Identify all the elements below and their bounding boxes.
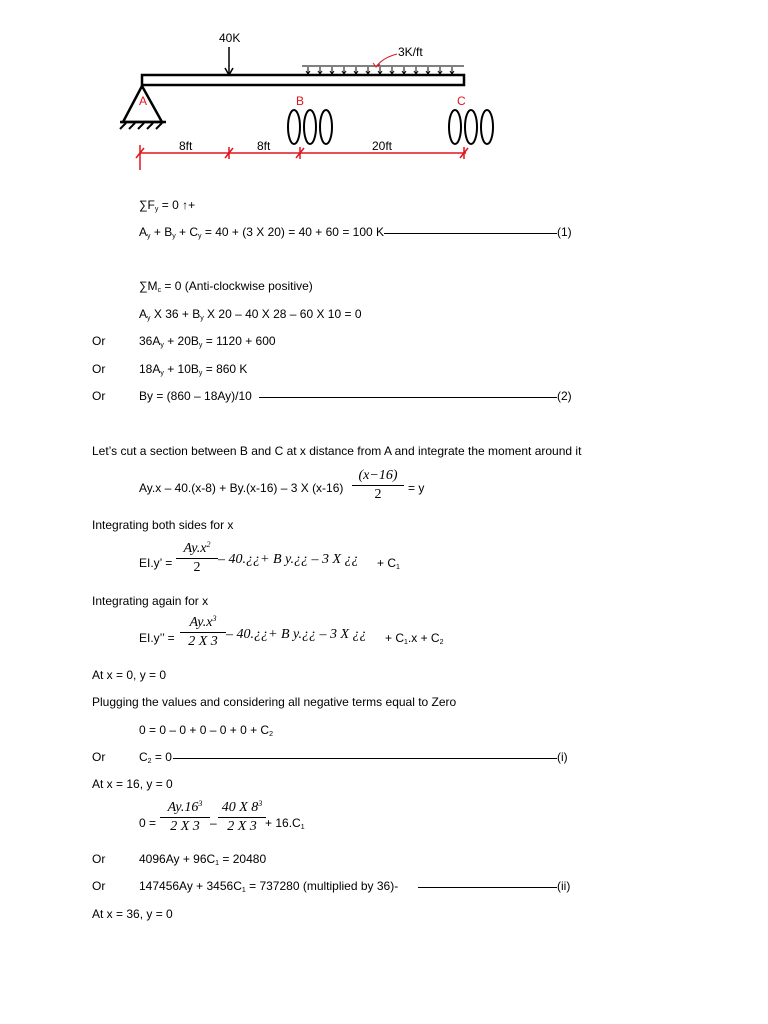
fraction-equation-tail: + $16.C_1$ xyxy=(265,816,305,831)
or-label: Or xyxy=(92,389,106,403)
leader-line-i xyxy=(173,758,557,759)
integration-2-lhs: EI.y’’ = xyxy=(139,631,175,645)
or-label: Or xyxy=(92,334,106,348)
or-label: Or xyxy=(92,750,106,764)
integration-1-terms: – 40.¿¿+ B y.¿¿ – 3 X ¿¿ xyxy=(218,552,359,567)
equation-6: $4096Ay + 96C_1 = 20480$ xyxy=(139,852,267,867)
integration-1-fraction: $Ay.x^2$ 2 xyxy=(176,540,218,576)
support-b-label: B xyxy=(296,94,305,108)
distributed-load xyxy=(302,66,464,74)
or-label: Or xyxy=(92,879,106,893)
boundary-condition-2: At x = 16, y = 0 xyxy=(92,777,173,791)
support-a-label: A xyxy=(139,94,148,108)
spring-support-b xyxy=(288,110,332,144)
c2-equation: $C_2 = 0$ xyxy=(139,750,172,765)
equation-1: $A_y + B_y + C_y = 40 + (3$ X 20) = 40 + 60 = 100 K xyxy=(139,225,385,240)
zero-equation: $0 = 0 - 0 + 0 - 0 + 0 + C_2$ xyxy=(139,723,274,738)
integration-2-heading: Integrating again for x xyxy=(92,594,209,608)
fraction-equation-lhs: 0 = xyxy=(139,816,157,830)
dimension-label-2: 8ft xyxy=(257,139,271,153)
point-load-label: 40K xyxy=(219,31,241,45)
support-c-label: C xyxy=(457,94,466,108)
equation-moment: $A_y$ X $36 + B_y$ X 20 – 40 X 28 – 60 X 10 = 0 xyxy=(139,307,362,322)
leader-line-1 xyxy=(384,233,557,234)
beam xyxy=(142,75,464,85)
equation-tag-i: (i) xyxy=(557,750,568,764)
equation-tag-ii: (ii) xyxy=(557,879,571,893)
plug-paragraph: Plugging the values and considering all negative terms equal to Zero xyxy=(92,695,457,709)
equation-tag-2: (2) xyxy=(557,389,572,403)
leader-line-ii xyxy=(418,887,557,888)
distributed-load-label: 3K/ft xyxy=(398,45,423,59)
dimension-label-1: 8ft xyxy=(179,139,193,153)
integration-2-fraction: $Ay.x^3$ 2 X 3 xyxy=(180,614,226,650)
moment-equation-right: = y xyxy=(408,481,425,495)
dimension-label-3: 20ft xyxy=(372,139,393,153)
leader-line-2 xyxy=(259,397,557,398)
integration-2-terms: – 40.¿¿+ B y.¿¿ – 3 X ¿¿ xyxy=(226,627,367,642)
equation-3: $36A_y + 20B_y = 1120 + 600$ xyxy=(139,334,276,349)
section-paragraph: Let’s cut a section between B and C at x distance from A and integrate the moment around it xyxy=(92,444,582,458)
equation-4: $18A_y + 10B_y = 860$ K xyxy=(139,362,248,377)
integration-1-heading: Integrating both sides for x xyxy=(92,518,234,532)
integration-2-tail: + $C_1.x + C_2$ xyxy=(385,631,444,646)
equation-tag-1: (1) xyxy=(557,225,572,239)
fraction-2: 40 X $8^3$ 2 X 3 xyxy=(218,799,266,835)
moment-equation-left: Ay.x – 40.(x-8) + By.(x-16) – 3 X (x-16) xyxy=(139,481,344,495)
fraction-1: $Ay.16^3$ 2 X 3 xyxy=(160,799,210,835)
moment-fraction: (x−16) 2 xyxy=(352,468,404,503)
integration-1-lhs: EI.y’ = xyxy=(139,556,173,570)
sum-fy-line: $\sum F_y = 0$ ↑+ xyxy=(139,198,196,213)
or-label: Or xyxy=(92,852,106,866)
spring-support-c xyxy=(449,110,493,144)
boundary-condition-1: At x = 0, y = 0 xyxy=(92,668,167,682)
fraction-minus: – xyxy=(210,816,217,830)
sum-mc-line: $\sum M_c = 0$ (Anti-clockwise positive) xyxy=(139,279,313,294)
integration-1-tail: + $C_1$ xyxy=(377,556,400,571)
equation-2: By = (860 – 18Ay)/10 xyxy=(139,389,252,403)
equation-7: $147456Ay + 3456C_1 = 737280$ (multiplied by 36)- xyxy=(139,879,399,894)
boundary-condition-3: At x = 36, y = 0 xyxy=(92,907,173,921)
or-label: Or xyxy=(92,362,106,376)
